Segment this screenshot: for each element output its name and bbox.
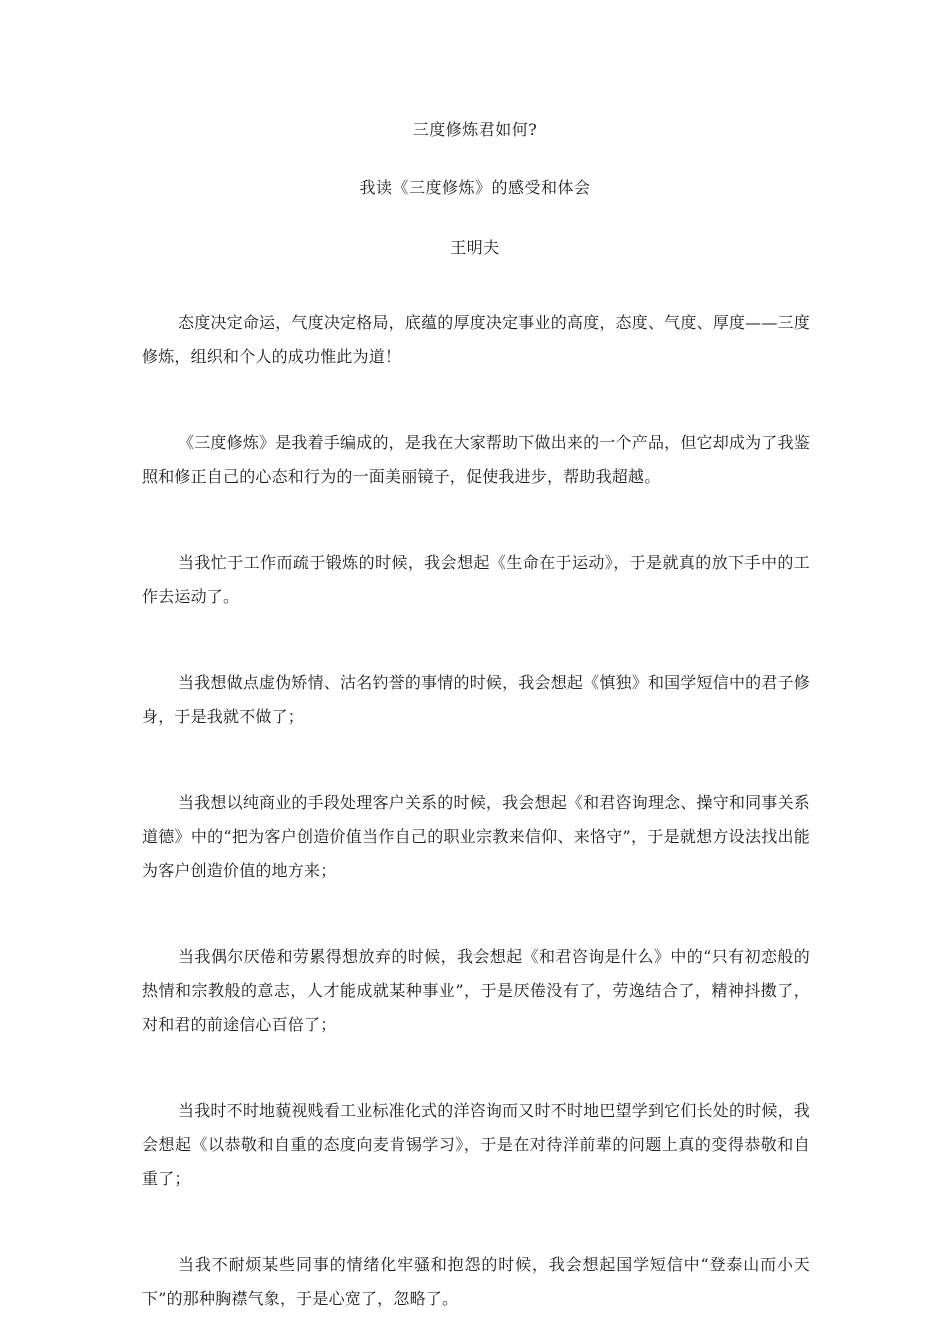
- document-subtitle: 我读《三度修炼》的感受和体会: [359, 178, 591, 197]
- document-author: 王明夫: [450, 238, 500, 257]
- paragraph: 态度决定命运，气度决定格局，底蕴的厚度决定事业的高度，态度、气度、厚度——三度修炼，组织和个人的成功惟此为道！: [142, 313, 810, 366]
- document-title: 三度修炼君如何?: [412, 120, 538, 139]
- paragraph: 当我偶尔厌倦和劳累得想放弃的时候，我会想起《和君咨询是什么》中的“只有初恋般的热情和宗教般的意志，人才能成就某种事业”，于是厌倦没有了，劳逸结合了，精神抖擞了，对和君的前途信心百倍了；: [142, 947, 810, 1034]
- paragraph: 当我忙于工作而疏于锻炼的时候，我会想起《生命在于运动》，于是就真的放下手中的工作去运动了。: [142, 553, 810, 606]
- paragraph: 当我想以纯商业的手段处理客户关系的时候，我会想起《和君咨询理念、操守和同事关系道德》中的“把为客户创造价值当作自己的职业宗教来信仰、来恪守”，于是就想方设法找出能为客户创造价值的地方来；: [142, 793, 810, 880]
- document-body: [142, 306, 810, 1316]
- paragraph: 《三度修炼》是我着手编成的，是我在大家帮助下做出来的一个产品，但它却成为了我鉴照和修正自己的心态和行为的一面美丽镜子，促使我进步，帮助我超越。: [142, 433, 810, 486]
- paragraph: 当我想做点虚伪矫情、沽名钓誉的事情的时候，我会想起《慎独》和国学短信中的君子修身，于是我就不做了；: [142, 673, 810, 726]
- paragraph: 当我不耐烦某些同事的情绪化牢骚和抱怨的时候，我会想起国学短信中“登泰山而小天下”的那种胸襟气象，于是心宽了，忽略了。: [142, 1255, 810, 1308]
- paragraph: 当我时不时地藐视贱看工业标准化式的洋咨询而又时不时地巴望学到它们长处的时候，我会想起《以恭敬和自重的态度向麦肯锡学习》，于是在对待洋前辈的问题上真的变得恭敬和自重了；: [142, 1101, 810, 1188]
